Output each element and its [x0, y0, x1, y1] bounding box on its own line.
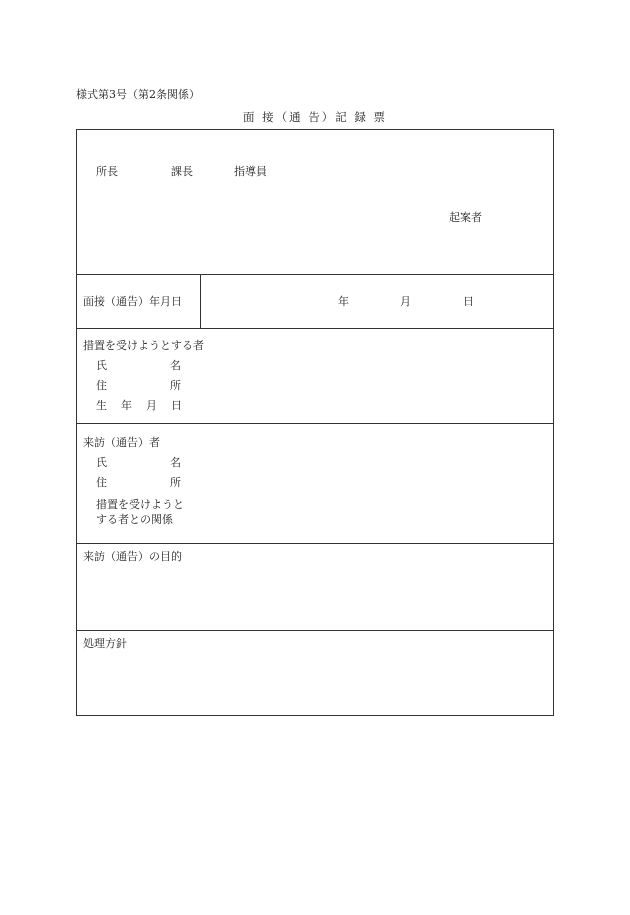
visitor-heading: 来訪（通告）者 [83, 436, 160, 449]
form-title: 面 接（通 告）記 録 票 [242, 110, 388, 124]
date-column-divider [200, 274, 201, 328]
subject-birth-label-3: 月 [146, 399, 157, 412]
subject-name-label-2: 名 [170, 359, 181, 372]
subject-address-label-1: 住 [96, 379, 107, 392]
divider [77, 543, 553, 544]
visitor-relation-label-line2: する者との関係 [96, 513, 173, 526]
visitor-address-label-2: 所 [170, 476, 181, 489]
subject-heading: 措置を受けようとする者 [83, 339, 204, 352]
record-form [76, 129, 554, 716]
purpose-heading: 来訪（通告）の目的 [83, 550, 182, 563]
policy-heading: 処理方針 [83, 637, 127, 650]
year-label: 年 [338, 295, 349, 308]
day-label: 日 [463, 295, 474, 308]
visitor-name-label-2: 名 [170, 456, 181, 469]
divider [77, 423, 553, 424]
form-number: 様式第3号（第2条関係） [76, 88, 200, 101]
month-label: 月 [400, 295, 411, 308]
subject-birth-label-4: 日 [171, 399, 182, 412]
subject-address-label-2: 所 [170, 379, 181, 392]
visitor-address-label-1: 住 [96, 476, 107, 489]
interview-date-label: 面接（通告）年月日 [83, 295, 182, 308]
director-label: 所長 [96, 165, 118, 178]
divider [77, 630, 553, 631]
subject-birth-label-2: 年 [121, 399, 132, 412]
divider [77, 274, 553, 275]
subject-birth-label-1: 生 [96, 399, 107, 412]
subject-name-label-1: 氏 [96, 359, 107, 372]
divider [77, 328, 553, 329]
visitor-name-label-1: 氏 [96, 456, 107, 469]
instructor-label: 指導員 [234, 165, 267, 178]
drafter-label: 起案者 [449, 211, 482, 224]
visitor-relation-label-line1: 措置を受けようと [96, 498, 184, 511]
section-chief-label: 課長 [171, 165, 193, 178]
